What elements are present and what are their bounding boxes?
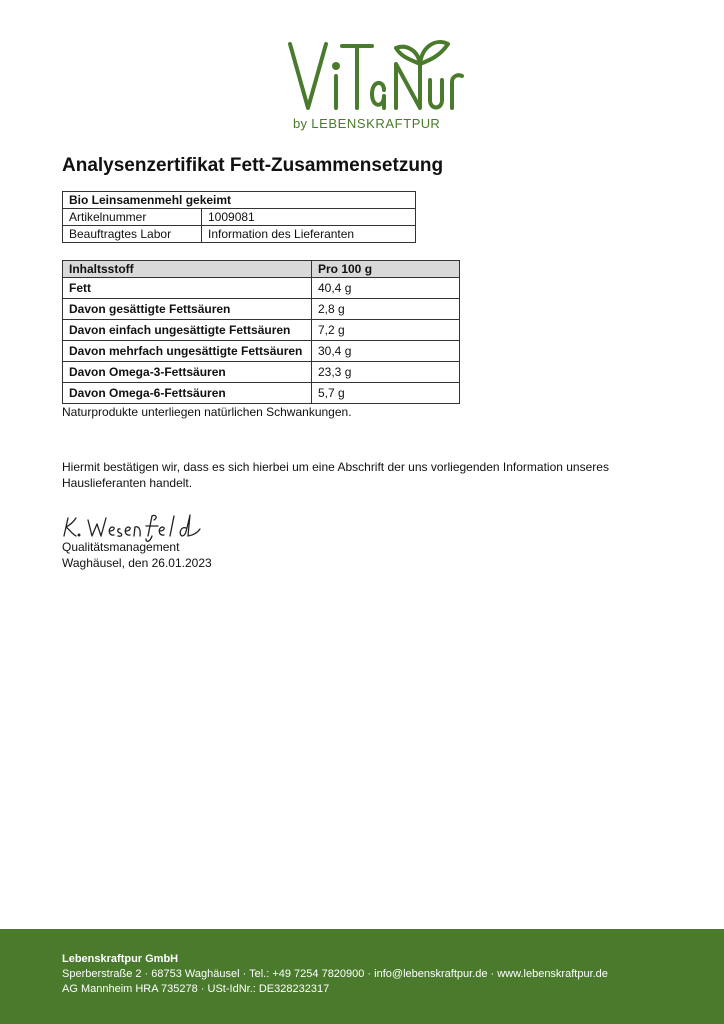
fat-composition-table (62, 260, 460, 404)
ingredient-value: 7,2 g (312, 320, 460, 341)
footer (0, 929, 724, 1024)
confirmation-text: Hiermit bestätigen wir, dass es sich hierbei um eine Abschrift der uns vorliegenden Information unseres Hauslieferanten handelt. (62, 460, 609, 490)
footer-company: Lebenskraftpur GmbH (62, 953, 179, 965)
footer-address: Sperberstraße 2 · 68753 Waghäusel · Tel.: +49 7254 7820900 · info@lebenskraftpur.de · www.lebenskraftpur.de (62, 968, 608, 980)
table-row (63, 383, 460, 404)
ingredient-value: 2,8 g (312, 299, 460, 320)
signature-place-date: Waghäusel, den 26.01.2023 (62, 556, 212, 570)
ingredient-value: 5,7 g (312, 383, 460, 404)
info-label: Beauftragtes Labor (63, 226, 202, 243)
table-header-row (63, 261, 460, 278)
info-value: 1009081 (202, 209, 416, 226)
product-name: Bio Leinsamenmehl gekeimt (63, 192, 416, 209)
product-name-row (63, 192, 416, 209)
footer-registry: AG Mannheim HRA 735278 · USt-IdNr.: DE328232317 (62, 983, 330, 995)
column-header-ingredient: Inhaltsstoff (63, 261, 312, 278)
ingredient-value: 23,3 g (312, 362, 460, 383)
ingredient-name: Davon mehrfach ungesättigte Fettsäuren (63, 341, 312, 362)
variation-note: Naturprodukte unterliegen natürlichen Schwankungen. (62, 405, 352, 419)
table-row (63, 320, 460, 341)
ingredient-name: Fett (63, 278, 312, 299)
info-value: Information des Lieferanten (202, 226, 416, 243)
ingredient-name: Davon Omega-6-Fettsäuren (63, 383, 312, 404)
logo-pur: PUR (411, 116, 441, 131)
ingredient-value: 30,4 g (312, 341, 460, 362)
ingredient-name: Davon Omega-3-Fettsäuren (63, 362, 312, 383)
table-row (63, 226, 416, 243)
company-logo (280, 16, 465, 136)
document-title: Analysenzertifikat Fett-Zusammensetzung (62, 155, 444, 176)
table-row (63, 278, 460, 299)
info-label: Artikelnummer (63, 209, 202, 226)
table-row (63, 209, 416, 226)
table-row (63, 341, 460, 362)
logo-subtitle (293, 116, 440, 131)
ingredient-value: 40,4 g (312, 278, 460, 299)
logo-by: by (293, 116, 312, 131)
logo-brand: LEBENSKRAFT (311, 116, 412, 131)
ingredient-name: Davon einfach ungesättigte Fettsäuren (63, 320, 312, 341)
product-info-table (62, 191, 416, 243)
vitanur-wordmark (280, 16, 465, 116)
table-row (63, 299, 460, 320)
table-row (63, 362, 460, 383)
ingredient-name: Davon gesättigte Fettsäuren (63, 299, 312, 320)
column-header-per-100g: Pro 100 g (312, 261, 460, 278)
signature-role: Qualitätsmanagement (62, 540, 180, 554)
